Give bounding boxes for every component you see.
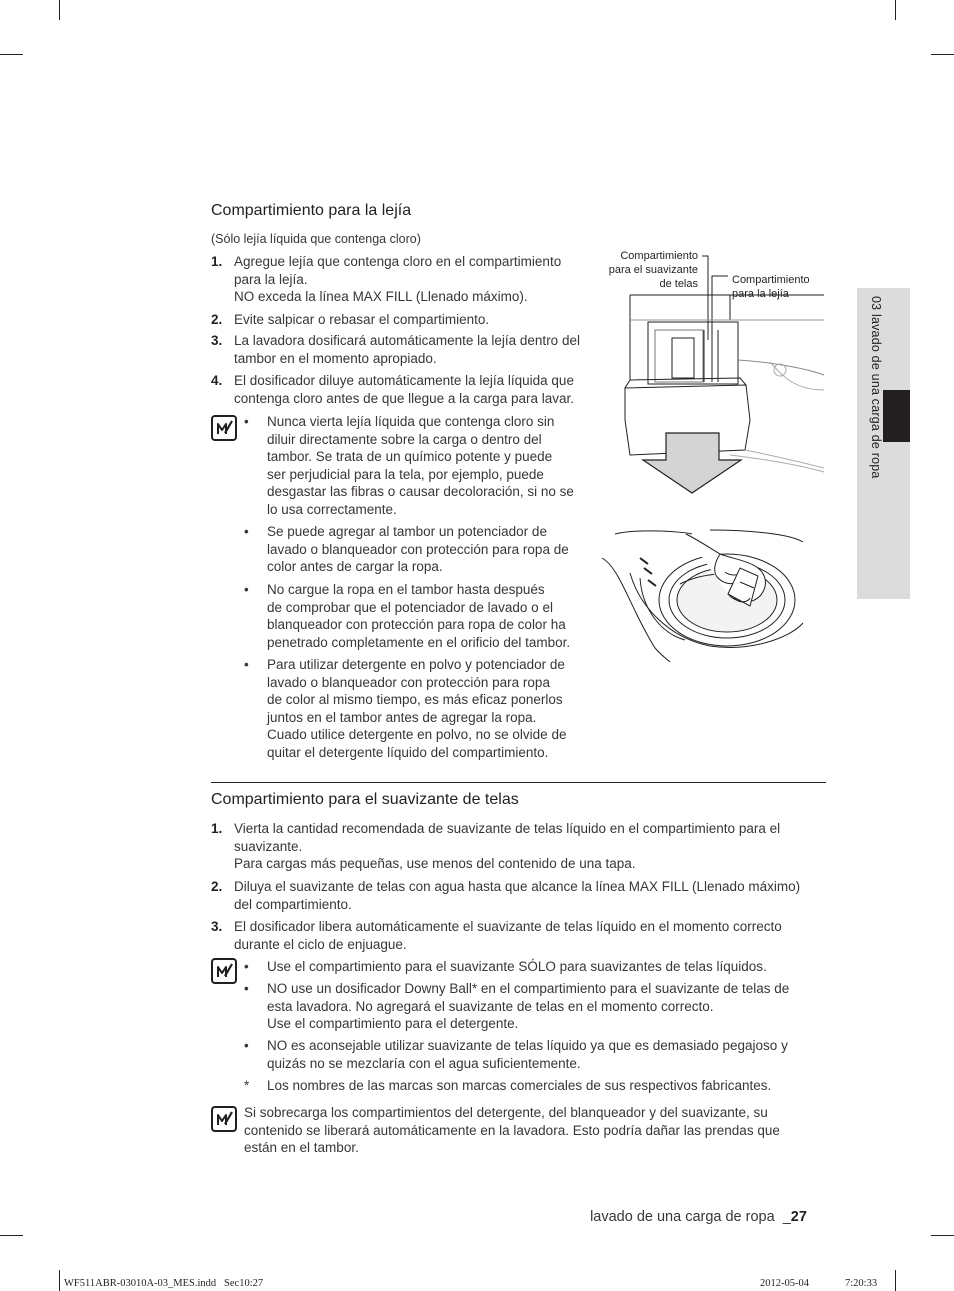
crop-mark (0, 1235, 23, 1236)
note-icon (211, 1106, 237, 1132)
chapter-tab-label: 03 lavado de una carga de ropa (869, 296, 883, 479)
section-title-bleach: Compartimiento para la lejía (211, 202, 412, 219)
drum-illustration (600, 528, 805, 664)
slug-time: 7:20:33 (845, 1278, 878, 1289)
dispenser-drawer-illustration (600, 250, 825, 500)
section-title-softener: Compartimiento para el suavizante de telas (211, 791, 519, 808)
crop-mark (931, 1235, 954, 1236)
chapter-side-tab (857, 288, 910, 599)
slug-date: 2012-05-04 (760, 1278, 809, 1289)
crop-mark (895, 1270, 896, 1291)
crop-mark (0, 54, 23, 55)
chapter-tab-marker (883, 390, 910, 442)
section-subtitle-bleach: (Sólo lejía líquida que contenga cloro) (211, 232, 421, 246)
final-note: Si sobrecarga los compartimientos del detergente, del blanqueador y del suavizante, su contenido se liberará automáticamente en la lavadora. Esto podría dañar las prendas que están en el tambor. (244, 1105, 780, 1155)
note-icon (211, 415, 237, 441)
slug-filename: WF511ABR-03010A-03_MES.indd Sec10:27 (64, 1278, 264, 1289)
footer-chapter: lavado de una carga de ropa _ (590, 1209, 791, 1225)
label-softener-compartment: Compartimiento para el suavizante de telas (608, 250, 698, 290)
page-number: 27 (790, 1209, 807, 1225)
crop-mark (59, 0, 60, 20)
note-icon (211, 958, 237, 984)
label-bleach-compartment: Compartimiento para la lejía (732, 274, 810, 300)
section-divider (211, 782, 826, 783)
crop-mark (895, 0, 896, 20)
crop-mark (931, 54, 954, 55)
crop-mark (59, 1270, 60, 1291)
page-footer (582, 1193, 807, 1225)
